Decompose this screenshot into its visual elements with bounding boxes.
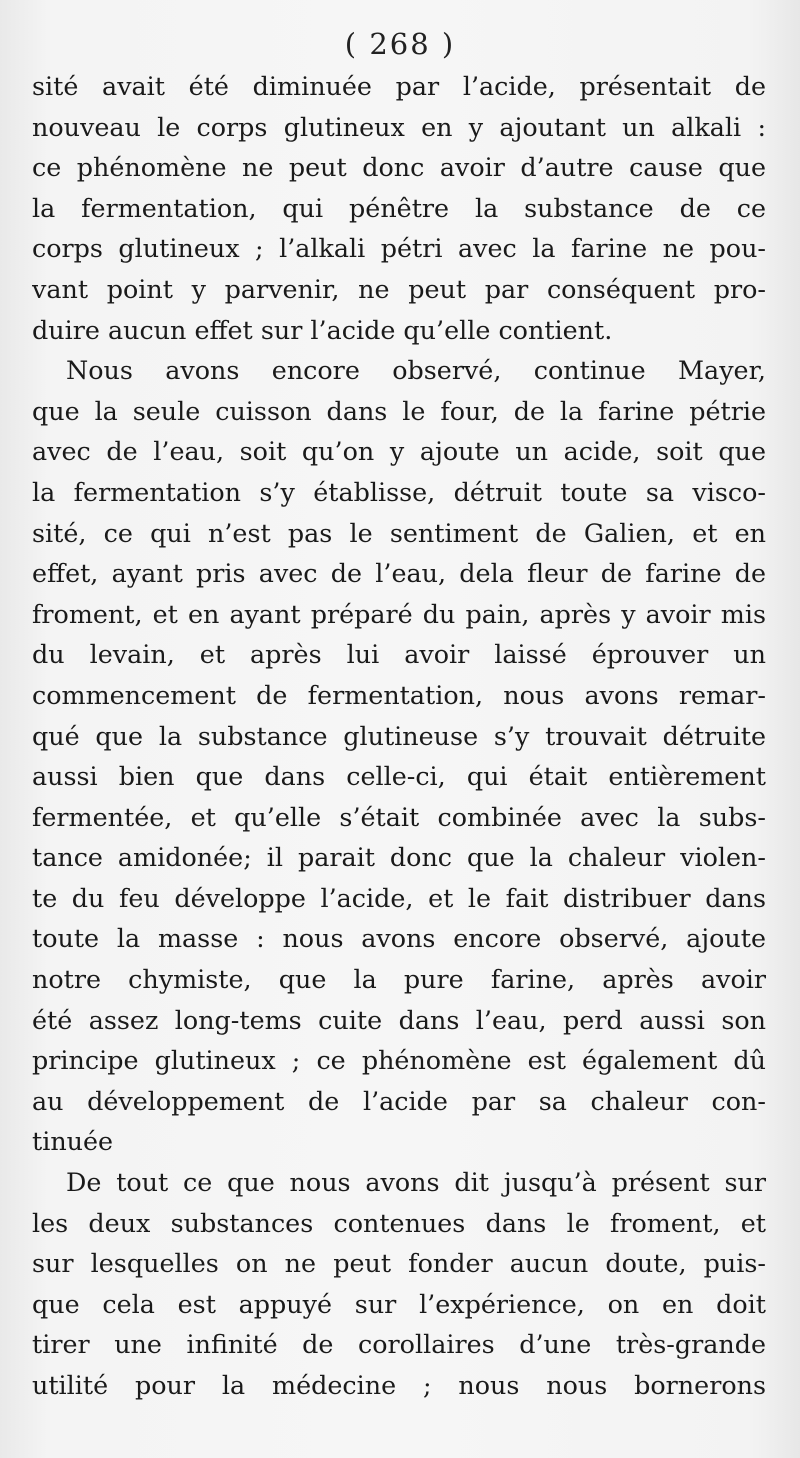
text-line: avec de l’eau, soit qu’on y ajoute un acide, soit que	[32, 436, 766, 467]
text-line: notre chymiste, que la pure farine, après avoir	[32, 964, 766, 995]
text-line: été assez long-tems cuite dans l’eau, perd aussi son	[32, 1004, 766, 1035]
text-line: te du feu développe l’acide, et le fait distribuer dans	[32, 882, 766, 913]
page-number: ( 268 )	[344, 27, 456, 61]
text-line: toute la masse : nous avons encore observé, ajoute	[32, 923, 766, 954]
text-line: commencement de fermentation, nous avons remar-	[32, 679, 766, 710]
text-line: sité avait été diminuée par l’acide, présentait de	[32, 71, 766, 101]
text-line: la fermentation s’y établisse, détruit toute sa visco-	[32, 476, 766, 507]
text-line: Nous avons encore observé, continue Mayer,	[66, 355, 766, 386]
text-line: qué que la substance glutineuse s’y trouvait détruite	[32, 720, 766, 751]
text-line: tinuée	[32, 1126, 114, 1157]
text-line: sur lesquelles on ne peut fonder aucun doute, puis-	[32, 1248, 766, 1279]
text-line: ce phénomène ne peut donc avoir d’autre cause que	[32, 152, 766, 183]
text-line: De tout ce que nous avons dit jusqu’à présent sur	[66, 1167, 766, 1198]
text-line: que la seule cuisson dans le four, de la farine pétrie	[32, 395, 766, 426]
body-text	[32, 66, 766, 1406]
text-line: vant point y parvenir, ne peut par conséquent pro-	[32, 273, 766, 304]
text-line: corps glutineux ; l’alkali pétri avec la farine ne pou-	[32, 233, 766, 264]
text-line: la fermentation, qui pénêtre la substance de ce	[32, 192, 766, 223]
text-line: du levain, et après lui avoir laissé éprouver un	[32, 639, 766, 670]
text-line: les deux substances contenues dans le froment, et	[32, 1207, 766, 1238]
text-line: aussi bien que dans celle-ci, qui était entièrement	[32, 761, 766, 792]
text-line: que cela est appuyé sur l’expérience, on en doit	[32, 1288, 766, 1319]
text-line: duire aucun effet sur l’acide qu’elle contient.	[32, 314, 613, 345]
text-line: effet, ayant pris avec de l’eau, dela fleur de farine de	[32, 558, 766, 589]
text-line: sité, ce qui n’est pas le sentiment de Galien, et en	[32, 517, 766, 548]
text-line: froment, et en ayant préparé du pain, après y avoir mis	[32, 598, 766, 629]
text-line: tance amidonée; il parait donc que la chaleur violen-	[32, 842, 766, 873]
text-line: principe glutineux ; ce phénomène est également dû	[32, 1045, 766, 1076]
text-line: au développement de l’acide par sa chaleur con-	[32, 1085, 766, 1116]
text-line: utilité pour la médecine ; nous nous bornerons	[32, 1370, 766, 1400]
text-line: nouveau le corps glutineux en y ajoutant un alkali :	[32, 111, 766, 142]
text-line: fermentée, et qu’elle s’était combinée avec la subs-	[32, 801, 766, 832]
text-line: tirer une infinité de corollaires d’une très-grande	[32, 1329, 766, 1360]
